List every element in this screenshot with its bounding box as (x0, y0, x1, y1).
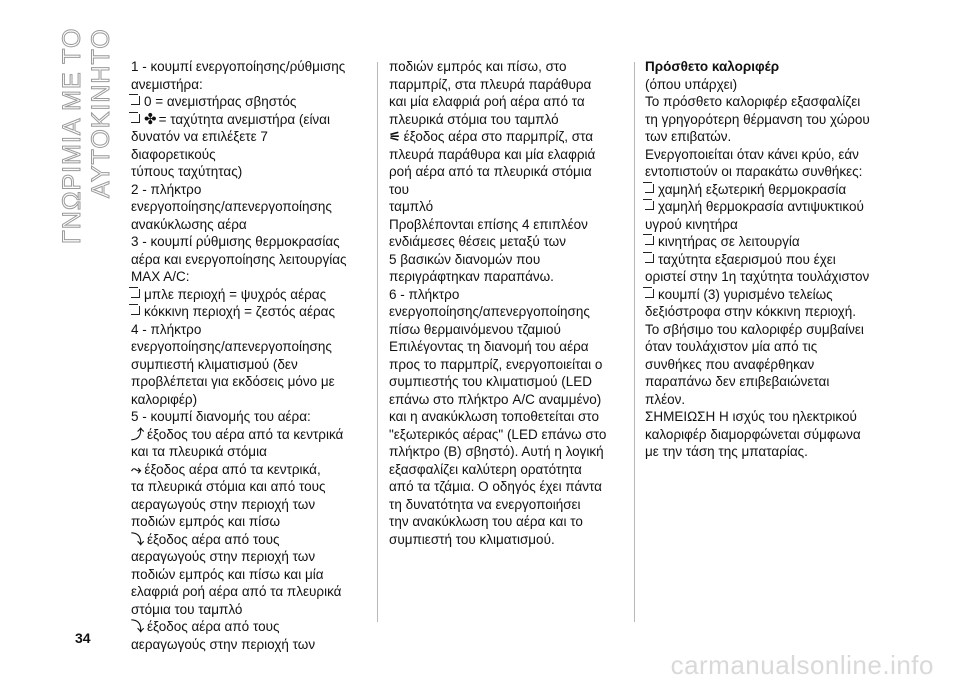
text-line: των επιβατών. (645, 129, 732, 144)
list-item: ⤵ έξοδος αέρα από τους (131, 531, 280, 547)
text-line: δυνατόν να επιλέξετε 7 διαφορετικούς (131, 129, 268, 162)
text-line: τα πλευρικά στόμια και από τους (131, 479, 326, 494)
text-line: 6 - πλήκτρο (389, 286, 460, 302)
text-line: MAX A/C: (131, 269, 190, 284)
text-line: καλοριφέρ διαμορφώνεται σύμφωνα (645, 426, 861, 442)
text-line: 4 - πλήκτρο (131, 321, 202, 337)
text-line: και μία ελαφριά ροή αέρα από τα (389, 94, 585, 109)
text-line: με την τάση της μπαταρίας. (645, 444, 808, 459)
text-line: και τα πλευρικά στόμια (131, 444, 267, 459)
text-line: 3 - κουμπί ρύθμισης θερμοκρασίας (131, 234, 340, 249)
list-item: κινητήρας σε λειτουργία (645, 233, 870, 251)
list-item: ⤴ έξοδος του αέρα από τα κεντρικά (131, 426, 344, 442)
text-line: 5 - κουμπί διανομής του αέρα: (131, 409, 311, 424)
column-divider (377, 62, 378, 622)
text-line: ποδιών εμπρός και πίσω (131, 514, 281, 529)
checkbox-bullet-icon (131, 114, 140, 123)
text-line: ΣΗΜΕΙΩΣΗ Η ισχύς του ηλεκτρικού (645, 409, 857, 424)
list-item: κόκκινη περιοχή = ζεστός αέρας (131, 303, 356, 321)
fan-icon: ✤ (144, 110, 157, 128)
list-item: κουμπί (3) γυρισμένο τελείως (645, 286, 870, 304)
list-item: ⤳ έξοδος αέρα από τα κεντρικά, (131, 461, 321, 477)
text-line: προς το παρμπρίζ, ενεργοποιείται ο (389, 356, 603, 372)
text-line: πλευρικά στόμια του ταμπλό (389, 111, 559, 127)
text-line: οριστεί στην 1η ταχύτητα τουλάχιστον (645, 269, 870, 284)
text-line: προβλέπεται για εκδόσεις μόνο με (131, 374, 335, 389)
page-number: 34 (75, 630, 91, 646)
windscreen-vent-icon: ⚟ (389, 129, 401, 144)
text-line: 5 βασικών διανομών που (389, 251, 541, 267)
text-line: πλήκτρο (B) σβηστό). Αυτή η λογική (389, 444, 604, 459)
checkbox-bullet-icon (645, 254, 654, 263)
text-line: "εξωτερικός αέρας" (LED επάνω στο (389, 426, 607, 442)
text-line: αεραγωγούς στην περιοχή των (131, 496, 316, 512)
list-item: ⤵ έξοδος αέρα από τους (131, 619, 280, 634)
column-divider (634, 62, 635, 622)
list-item: χαμηλή εξωτερική θερμοκρασία (645, 181, 870, 199)
text-column-1 (131, 58, 356, 653)
checkbox-bullet-icon (131, 96, 140, 105)
text-line: 2 - πλήκτρο (131, 181, 202, 197)
text-line: ενεργοποίησης/απενεργοποίησης (389, 304, 590, 319)
checkbox-bullet-icon (645, 184, 654, 193)
text-line: εντοπιστούν οι παρακάτω συνθήκες: (645, 164, 863, 179)
text-line: (όπου υπάρχει) (645, 76, 738, 92)
text-line: ταμπλό (389, 199, 434, 214)
list-item: μπλε περιοχή = ψυχρός αέρας (131, 286, 356, 304)
list-item: ⚟ έξοδος αέρα στο παρμπρίζ, στα (389, 129, 594, 144)
text-line: τη δυνατότητα να ενεργοποιήσει (389, 496, 581, 512)
feet-windscreen-vent-icon: ⤵ (131, 619, 145, 634)
checkbox-bullet-icon (645, 289, 654, 298)
section-heading: Πρόσθετο καλοριφέρ (645, 59, 780, 74)
list-item: 0 = ανεμιστήρας σβηστός (131, 93, 356, 111)
text-line: τύπους ταχύτητας) (131, 164, 243, 179)
text-line: πλευρά παράθυρα και μία ελαφριά (389, 146, 596, 162)
text-line: όταν τουλάχιστον μία από τις (645, 339, 818, 354)
text-line: υγρού κινητήρα (645, 216, 738, 232)
text-line: ποδιών εμπρός και πίσω, στο (389, 59, 567, 74)
text-line: ροή αέρα από τα πλευρικά στόμια του (389, 164, 592, 197)
checkbox-bullet-icon (645, 201, 654, 210)
list-item: ταχύτητα εξαερισμού που έχει (645, 251, 870, 269)
text-line: από τα τζάμια. Ο οδηγός έχει πάντα (389, 479, 602, 494)
text-line: ενεργοποίησης/απενεργοποίησης (131, 339, 332, 354)
text-line: περιγράφτηκαν παραπάνω. (389, 269, 554, 284)
face-feet-vent-icon: ⤳ (131, 461, 142, 477)
text-line: Το πρόσθετο καλοριφέρ εξασφαλίζει (645, 94, 861, 109)
text-line: Προβλέπονται επίσης 4 επιπλέον (389, 216, 588, 232)
text-line: αεραγωγούς στην περιοχή των (131, 549, 316, 564)
text-line: ενδιάμεσες θέσεις μεταξύ των (389, 234, 566, 249)
text-line: παραπάνω δεν επιβεβαιώνεται πλέον. (645, 374, 830, 407)
text-line: ανεμιστήρα: (131, 76, 203, 92)
text-column-3 (645, 58, 870, 461)
text-line: ελαφριά ροή αέρα από τα πλευρικά (131, 584, 342, 599)
text-line: συμπιεστή του κλιματισμού. (389, 531, 555, 547)
text-line: στόμια του ταμπλό (131, 601, 243, 617)
text-column-2 (389, 58, 614, 548)
list-item: ✤ = ταχύτητα ανεμιστήρα (είναι (131, 111, 356, 129)
text-line: αέρα και ενεργοποίησης λειτουργίας (131, 251, 347, 267)
text-line: συνθήκες που αναφέρθηκαν (645, 356, 815, 372)
text-line: ποδιών εμπρός και πίσω και μία (131, 566, 324, 582)
list-item: χαμηλή θερμοκρασία αντιψυκτικού (645, 198, 870, 216)
watermark: carmanualsonline.info (670, 650, 934, 680)
text-line: αεραγωγούς στην περιοχή των (131, 636, 316, 652)
text-line: δεξιόστροφα στην κόκκινη περιοχή. (645, 304, 857, 319)
checkbox-bullet-icon (131, 289, 140, 298)
checkbox-bullet-icon (645, 236, 654, 245)
text-line: Ενεργοποιείται όταν κάνει κρύο, εάν (645, 146, 859, 162)
text-line: εξασφαλίζει καλύτερη ορατότητα (389, 461, 582, 477)
text-line: συμπιεστής του κλιματισμού (LED (389, 374, 592, 389)
text-line: συμπιεστή κλιματισμού (δεν (131, 356, 298, 372)
text-line: Επιλέγοντας τη διανομή του αέρα (389, 339, 589, 354)
face-vent-icon: ⤴ (131, 426, 145, 442)
text-line: τη γρηγορότερη θέρμανση του χώρου (645, 111, 870, 127)
text-line: καλοριφέρ) (131, 391, 198, 407)
text-line: την ανακύκλωση του αέρα και το (389, 514, 583, 529)
text-line: παρμπρίζ, στα πλευρά παράθυρα (389, 76, 592, 92)
text-line: ανακύκλωσης αέρα (131, 216, 247, 232)
feet-vent-icon: ⤵ (131, 531, 145, 547)
text-line: Το σβήσιμο του καλοριφέρ συμβαίνει (645, 321, 864, 337)
text-line: ενεργοποίησης/απενεργοποίησης (131, 199, 332, 214)
text-line: και η ανακύκλωση τοποθετείται στο (389, 409, 599, 424)
side-section-title: ΓΝΩΡΙΜΙΑ ΜΕ ΤΟ ΑΥΤΟΚΙΝΗΤΟ (58, 28, 115, 245)
checkbox-bullet-icon (131, 306, 140, 315)
text-line: πίσω θερμαινόμενου τζαμιού (389, 321, 561, 337)
text-line: επάνω στο πλήκτρο A/C αναμμένο) (389, 391, 602, 407)
text-line: 1 - κουμπί ενεργοποίησης/ρύθμισης (131, 59, 346, 74)
